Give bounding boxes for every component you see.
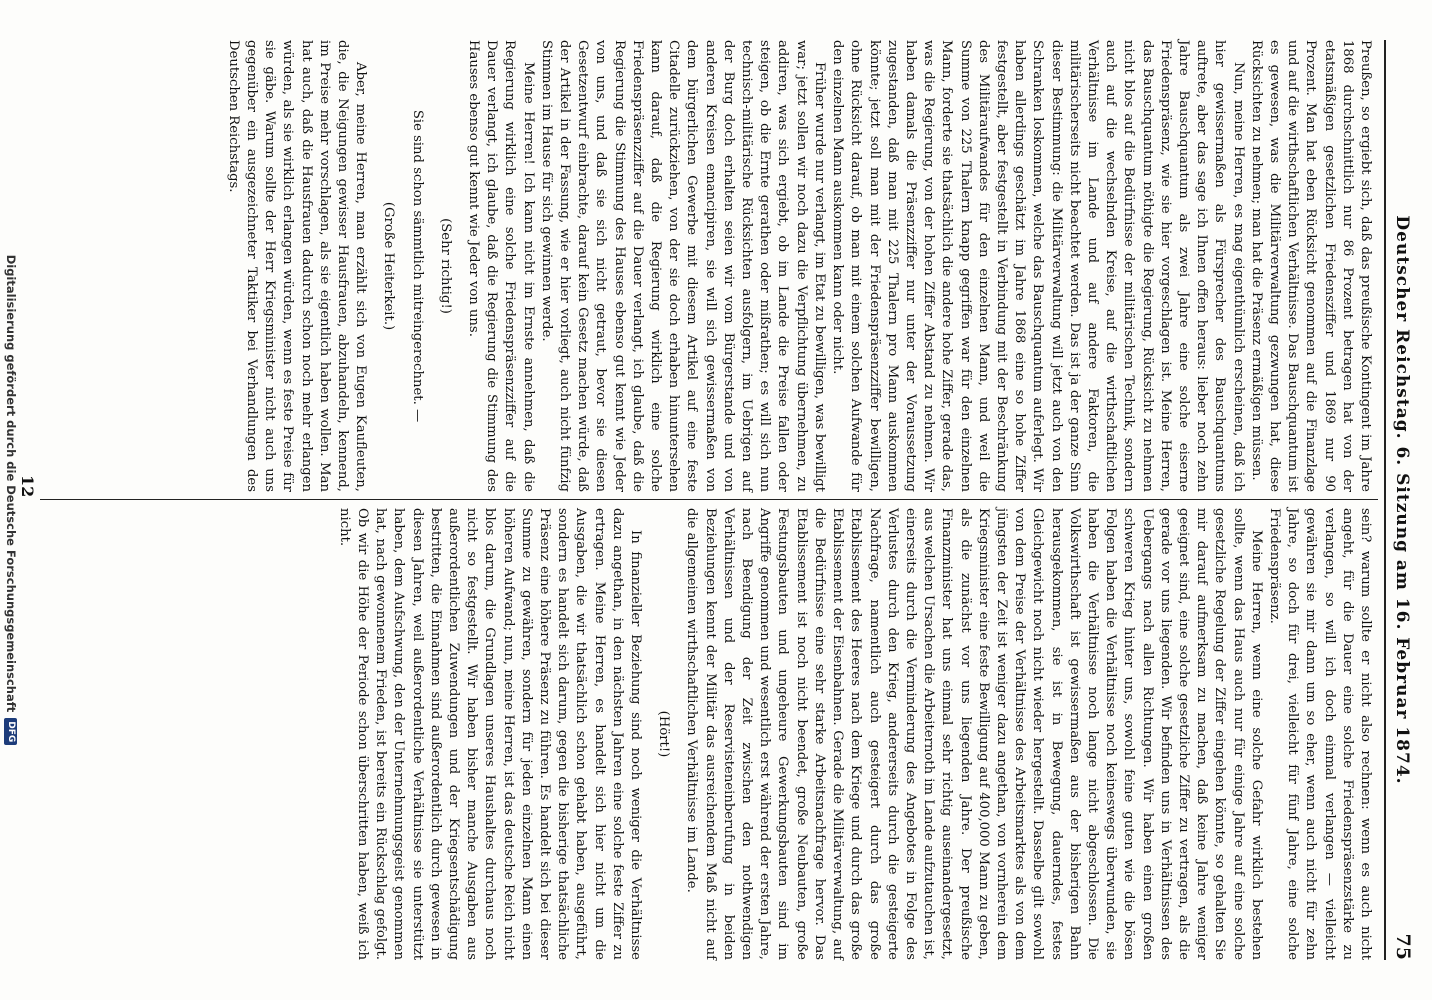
credit-text: Digitalisierung gefördert durch die Deutsche Forschungsgemeinschaft	[4, 254, 18, 713]
page-header	[1384, 40, 1414, 960]
paragraph: Früher wurde nur verlangt, im Etat zu bewilligen, was bewilligt war; jetzt sollen wir noch dazu die Verpflichtung übernehmen, zu addiren, was sich ergiebt, ob im Lande die Preise fallen oder steigen, ob die Ernte gerathen oder mißrathen; es will sich nun technisch-militärische Rücksichten ausfolgern, im Uebrigen auf der Burg doch erhalten seien wir vom Bürgerstande und von anderen Kreisen emancipiren, sie will sich gewissermaßen von dem bürgerlichen Gewerbe mit diesem Artikel auf eine feste Citadelle zurückziehen, von der sie doch erhaben hinuntersehen kann darauf, daß die Regierung wirklich eine solche Friedenspräsenzziffer auf die Dauer verlangt, ich glaube, daß die Regierung die Stimmung des Hauses ebenso gut kennt wie Jeder von uns, und daß sie sich nicht getraut, bevor sie diesen Gesetzentwurf einbrachte, darauf kein Gesetz machen würde, daß der Artikel in der Fassung, wie er hier vorliegt, auch nicht fünfzig Stimmen im Hause für sich gewinnen werde.	[538, 40, 827, 492]
paragraph: Preußen, so ergiebt sich, daß das preußische Kontingent im Jahre 1868 durchschnittlich nur 86 Prozent betragen hat von der etatsmäßigen gesetzlichen Friedensziffer und 1869 nur 90 Prozent. Man hat eben Rücksicht genommen auf die Finanzlage und auf die wirthschaftlichen Verhältnisse. Das Bauschquantum ist es gewesen, was die Militärverwaltung gezwungen hat, diese Rücksichten zu nehmen; man hat die Präsenz ermäßigen müssen.	[1248, 40, 1373, 492]
running-head: Deutscher Reichstag. 6. Sitzung am 16. Februar 1874.	[1392, 215, 1412, 785]
paragraph: Meine Herren! Ich kann nicht im Ernste annehmen, daß die Regierung wirklich eine solche Friedenspräsenzziffer auf die Dauer verlangt, ich glaube, daß die Regierung die Stimmung des Hauses ebenso gut kennt wie Jeder von uns.	[466, 40, 536, 492]
paragraph: sein? warum sollte er nicht also rechnen: wenn es auch nicht angeht, für die Dauer eine solche Friedenspräsenzstärke zu verlangen, so will ich doch einmal verlangen — vielleicht gewähren sie mir dann um so eher, wenn auch nicht für zehn Jahre, so doch für drei, vielleicht für fünf Jahre, eine solche Friedenspräsenz.	[1266, 508, 1373, 960]
digitization-credit	[2, 0, 20, 1000]
page-number: 75	[1392, 933, 1414, 960]
paragraph: (Große Heiterkeit.)	[381, 201, 397, 331]
column-divider	[40, 499, 1378, 500]
paragraph: Sie sind schon sämmtlich mitreingerechnet. —	[409, 109, 425, 423]
paragraph: Meine Herren, wenn eine solche Gefahr wirklich bestehen sollte, wenn das Haus auch nur für einige Jahre auf eine solche gesetzliche Regelung der Ziffer eingehen könnte, so gehalten Sie mir darauf aufmerksam zu machen, daß keine Jahre weniger geeignet sind, eine solche gesetzliche Ziffer zu vertragen, als die gerade vor uns liegenden. Wir befinden uns in Verhältnissen des Uebergangs nach allen Richtungen. Wir haben einen großen schweren Krieg hinter uns, sowohl feine guten wie die bösen Folgen haben die Verhältnisse noch keineswegs überwunden, sie haben die Verhältnisse noch lange nicht abgeschlossen. Die Volkswirthschaft ist gewissermaßen aus der bisherigen Bahn herausgekommen, sie ist in Bewegung, dauerndes, festes Gleichgewicht noch nicht wieder hergestellt. Dasselbe gilt sowohl von dem Preise der Verhältnisse des Arbeitsmarktes als von dem jüngsten der Zeit ist weniger dazu angethan, von vornherein dem Kriegsminister eine feste Bewilligung auf 400,000 Mann zu geben, als die zunächst vor uns liegenden Jahre. Der preußische Finanzminister hat uns einmal sehr richtig auseinandergesetzt, aus welchen Ursachen die Arbeiternoth im Lande aufzutauchen ist, einerseits durch die Verminderung des Angebotes in Folge des Verlustes durch den Krieg, andererseits durch die gesteigerte Nachfrage, namentlich auch gesteigert durch das große Etablissement des Heeres nach dem Kriege und durch das große Etablissement der Eisenbahnen. Gerade die Militärverwaltung, auf die Bedürfnisse eine sehr starke Arbeitsnachfrage hervor. Das Etablissement ist noch nicht beendet, große Neubauten, große Festungsbauten und ungeheure Gewerkungsbauten sind im Angriffe genommen und wesentlich erst während der ersten Jahre, nach Beendigung der Zeit zwischen den nothwendigen Verhältnissen und der Reservisteneinberufung in beiden Beziehungen kennt der Militär das ausreichendem Maß nicht auf die allgemeinen wirthschaftlichen Verhältnisse im Lande.	[684, 508, 1264, 960]
paragraph: (Hört!)	[656, 710, 672, 758]
paragraph: Aber, meine Herren, man erzählt sich von Eugen Kaufleuten, die, die Neigungen gewisser Hausfrauen, abzuhandeln, kennend, im Preise mehr vorschlagen, als sie eigentlich haben wollen. Man hat auch, daß die Hausfrauen dadurch schon noch mehr erlangen würden, als sie wirklich erlangen würden, wenn es feste Preise für sie gäbe. Warum sollte der Herr Kriegsminister nicht auch uns gegenüber ein ausgezeichneter Taktiker bei Verhandlungen des Deutschen Reichstags.	[225, 40, 369, 492]
paragraph: (Sehr richtig!)	[437, 218, 453, 314]
dfg-logo-icon: DFG	[5, 718, 18, 745]
paragraph: In finanzieller Beziehung sind noch weniger die Verhältnisse dazu angethan, in den nächsten Jahren eine solche feste Ziffer zu ertragen. Meine Herren, es handelt sich hier nicht um die Ausgaben, die wir thatsächlich schon gehabt haben, ausgeführt, sondern es handelt sich darum, gegen die bisherige thatsächliche Präsenz eine höhere Präsenz zu führen. Es handelt sich bei dieser Summe zu gewähren, sondern für jeden einzelnen Mann einen höheren Aufwand; nun, meine Herren, ist das deutsche Reich nicht blos darum, die Grundlagen unseres Haushaltes durchaus noch nicht so festgestellt. Wir haben bisher manche Ausgaben aus außerordentlichen Zuwendungen und der Kriegsentschädigung bestritten, die Einnahmen sind außerordentlich durch gewesen in diesen Jahren, weil außerordentliche Verhältnisse sie unterstützt haben, dem Aufschwung, den der Unternehmungsgeist genommen hat, nach gewonnenem Frieden, ist bereits ein Rückschlag gefolgt. Ob wir die Höhe der Periode schon überschritten haben, weiß ich nicht.	[336, 508, 644, 960]
right-text-column	[60, 508, 1374, 960]
left-text-column	[60, 40, 1374, 492]
paragraph: Nun, meine Herren, es mag eigenthümlich erscheinen, daß ich hier gewissermaßen als Fürsprecher des Bauschquantums auftrete, aber das sage ich Ihnen offen heraus: lieber noch zehn Jahre Bauschquantum als zwei Jahre eine solche eiserne Friedenspräsenz, wie sie hier vorgeschlagen ist. Meine Herren, das Bauschquantum nöthigte die Regierung, Rücksicht zu nehmen nicht blos auf die Bedürfnisse der militärischen Technik, sondern auch auf die wechselnden Kreise, auf die wirthschaftlichen Verhältnisse im Lande und auf andere Faktoren, die militärischerseits nicht beachtet werden. Das ist ja der ganze Sinn dieser Bestimmung: die Militärverwaltung will jetzt auch von den Schranken loskommen, welche das Bauschquantum auferlegt. Wir haben allerdings geschätzt im Jahre 1868 eine so hohe Ziffer festgestellt, aber festgestellt in Verbindung mit der Beschränkung des Militäraufwandes für den einzelnen Mann, und weil die Summe von 225 Thalern knapp gegriffen war für den einzelnen Mann, forderte sie thatsächlich die andere hohe Ziffer, gerade das, was die Regierung, von der hohen Ziffer Abstand zu nehmen. Wir haben damals die Präsenzziffer nur unter der Voraussetzung zugestanden, daß man mit 225 Thalern pro Mann auskommen könnte; jetzt soll man mit der Friedenspräsenzziffer bewilligen, ohne Rücksicht darauf, ob man mit einem solchen Aufwande für den einzelnen Mann auskommen kann oder nicht.	[830, 40, 1246, 492]
signature-marker: 12	[18, 475, 37, 498]
